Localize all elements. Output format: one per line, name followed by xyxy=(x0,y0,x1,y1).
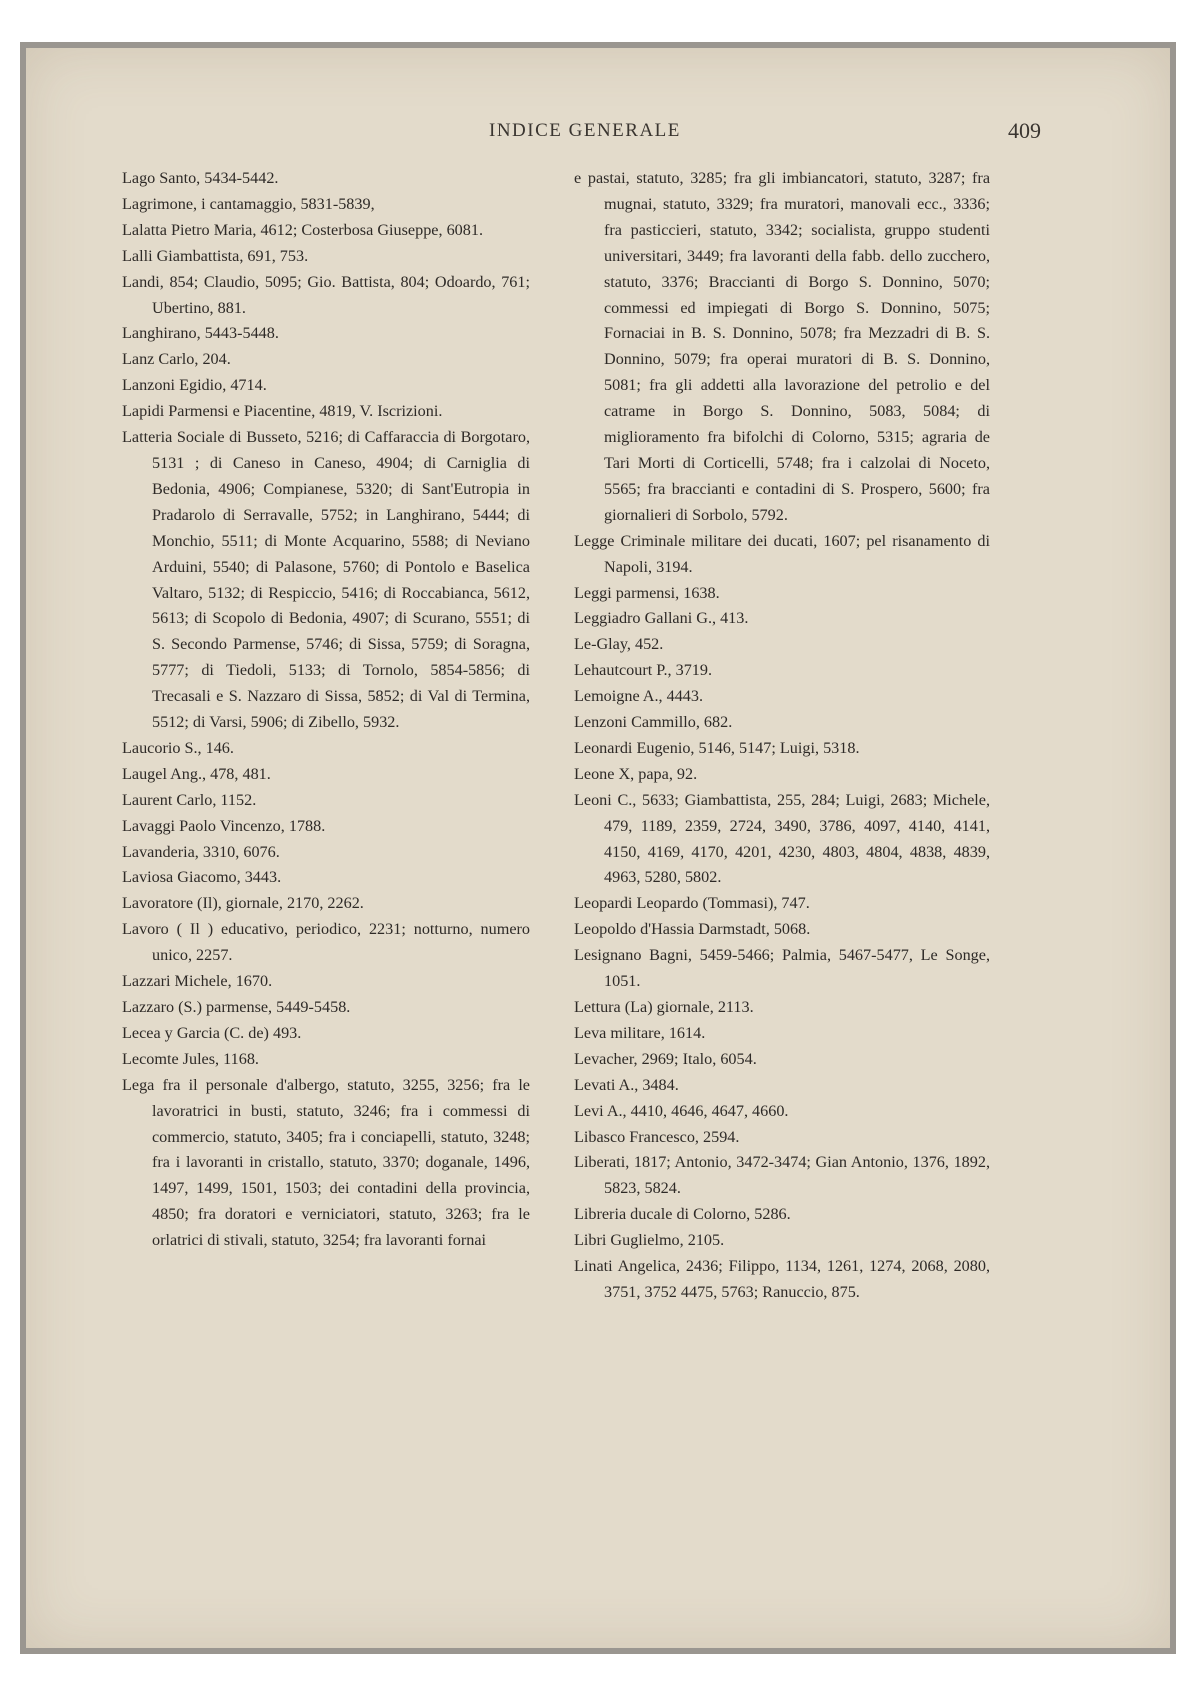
index-entry: Lavoratore (Il), giornale, 2170, 2262. xyxy=(122,894,364,913)
index-entry: Lalatta Pietro Maria, 4612; Costerbosa Giuseppe, 6081. xyxy=(122,220,483,239)
index-entry: Lazzaro (S.) parmense, 5449-5458. xyxy=(122,998,351,1016)
index-entry: Legge Criminale militare dei ducati, 1607; pel risanamento di Napoli, 3194. xyxy=(574,531,990,576)
index-entry: Leva militare, 1614. xyxy=(574,1023,706,1042)
index-entry: Lagrimone, i cantamaggio, 5831-5839, xyxy=(122,194,375,213)
index-entry: Lecea y Garcia (C. de) 493. xyxy=(122,1023,302,1042)
index-entry: Latteria Sociale di Busseto, 5216; di Caffaraccia di Borgotaro, 5131 ; di Caneso in Caneso, 4904; di Carniglia di Bedonia, 4906; Compianese, 5320; di Sant'Eutropia in Pradarolo di Serravalle, 5752; in Langhirano, 5444; di Monchio, 5511; di Monte Acquarino, 5588; di Neviano Arduini, 5540; di Palasone, 5760; di Pontolo e Baselica Valtaro, 5132; di Respiccio, 5416; di Roccabianca, 5612, 5613; di Scopolo di Bedonia, 4907; di Scurano, 5551; di S. Secondo Parmense, 5746; di Sissa, 5759; di Soragna, 5777; di Tiedoli, 5133; di Tornolo, 5854-5856; di Trecasali e S. Nazzaro di Sissa, 5852; di Val di Termina, 5512; di Varsi, 5906; di Zibello, 5932. xyxy=(122,428,530,732)
index-entry: Lesignano Bagni, 5459-5466; Palmia, 5467-5477, Le Songe, 1051. xyxy=(574,946,990,991)
index-entry: Lanzoni Egidio, 4714. xyxy=(122,376,267,395)
index-entry: Leggiadro Gallani G., 413. xyxy=(574,609,749,628)
index-entry: Laurent Carlo, 1152. xyxy=(122,790,257,809)
index-entry: Lalli Giambattista, 691, 753. xyxy=(122,246,309,265)
index-entry: Levacher, 2969; Italo, 6054. xyxy=(574,1049,757,1068)
index-entry: Leopardi Leopardo (Tommasi), 747. xyxy=(574,894,810,913)
index-entry: Lavoro ( Il ) educativo, periodico, 2231; notturno, numero unico, 2257. xyxy=(122,920,530,965)
index-entry: Laugel Ang., 478, 481. xyxy=(122,764,271,783)
index-entry: Leone X, papa, 92. xyxy=(574,764,698,783)
index-column-left xyxy=(122,166,530,1254)
index-entry: Lenzoni Cammillo, 682. xyxy=(574,713,733,732)
index-entry: Lecomte Jules, 1168. xyxy=(122,1049,259,1068)
index-entry: Lehautcourt P., 3719. xyxy=(574,661,713,680)
page-title: INDICE GENERALE xyxy=(489,120,681,141)
index-column-right xyxy=(574,166,990,1306)
index-entry: Le-Glay, 452. xyxy=(574,635,664,654)
index-entry: Libreria ducale di Colorno, 5286. xyxy=(574,1205,791,1224)
index-entry: Leonardi Eugenio, 5146, 5147; Luigi, 5318. xyxy=(574,738,860,757)
index-entry: Leggi parmensi, 1638. xyxy=(574,583,720,602)
index-entry: Levati A., 3484. xyxy=(574,1075,679,1094)
page-number: 409 xyxy=(1008,118,1041,143)
index-entry: Lettura (La) giornale, 2113. xyxy=(574,998,754,1016)
index-entry: Laviosa Giacomo, 3443. xyxy=(122,868,282,887)
index-entry: Lago Santo, 5434-5442. xyxy=(122,169,279,187)
index-entry: Liberati, 1817; Antonio, 3472-3474; Gian Antonio, 1376, 1892, 5823, 5824. xyxy=(574,1153,990,1198)
index-entry: Linati Angelica, 2436; Filippo, 1134, 1261, 1274, 2068, 2080, 3751, 3752 4475, 5763; Ranuccio, 875. xyxy=(574,1257,990,1301)
index-entry: Libasco Francesco, 2594. xyxy=(574,1127,740,1146)
index-entry: Lapidi Parmensi e Piacentine, 4819, V. Iscrizioni. xyxy=(122,402,443,421)
running-head xyxy=(26,120,1170,150)
index-entry: Lega fra il personale d'albergo, statuto, 3255, 3256; fra le lavoratrici in busti, statuto, 3246; fra i commessi di commercio, statuto, 3405; fra i conciapelli, statuto, 3248; fra i lavoranti in cristallo, statuto, 3370; doganale, 1496, 1497, 1499, 1501, 1503; dei contadini della provincia, 4850; fra doratori e verniciatori, statuto, 3263; fra le orlatrici di stivali, statuto, 3254; fra lavoranti fornai xyxy=(122,1075,530,1250)
index-entry: Lazzari Michele, 1670. xyxy=(122,972,273,991)
book-page xyxy=(26,48,1170,1648)
index-entry: Levi A., 4410, 4646, 4647, 4660. xyxy=(574,1101,789,1120)
index-entry: Leoni C., 5633; Giambattista, 255, 284; Luigi, 2683; Michele, 479, 1189, 2359, 2724, 3490, 3786, 4097, 4140, 4141, 4150, 4169, 4170, 4201, 4230, 4803, 4804, 4838, 4839, 4963, 5280, 5802. xyxy=(574,790,990,887)
index-entry: Langhirano, 5443-5448. xyxy=(122,324,279,343)
index-entry: Lemoigne A., 4443. xyxy=(574,687,704,706)
index-entry: Laucorio S., 146. xyxy=(122,738,234,757)
index-entry: Leopoldo d'Hassia Darmstadt, 5068. xyxy=(574,920,811,939)
index-entry: Landi, 854; Claudio, 5095; Gio. Battista, 804; Odoardo, 761; Ubertino, 881. xyxy=(122,272,530,317)
index-entry: e pastai, statuto, 3285; fra gli imbiancatori, statuto, 3287; fra mugnai, statuto, 3329; fra muratori, manovali ecc., 3336; fra pasticcieri, statuto, 3342; socialista, gruppo studenti universitari, 3449; fra lavoranti della fabb. dello zucchero, statuto, 3376; Braccianti di Borgo S. Donnino, 5070; commessi ed impiegati di Borgo S. Donnino, 5075; Fornaciai in B. S. Donnino, 5078; fra Mezzadri di B. S. Donnino, 5079; fra operai muratori di B. S. Donnino, 5081; fra gli addetti alla lavorazione del petrolio e del catrame in Borgo S. Donnino, 5083, 5084; di miglioramento fra bifolchi di Colorno, 5315; agraria de Tari Morti di Corticelli, 5748; fra i calzolai di Noceto, 5565; fra braccianti e contadini di S. Prospero, 5600; fra giornalieri di Sorbolo, 5792. xyxy=(574,169,990,524)
index-entry: Libri Guglielmo, 2105. xyxy=(574,1231,725,1250)
index-entry: Lavaggi Paolo Vincenzo, 1788. xyxy=(122,816,326,835)
index-entry: Lavanderia, 3310, 6076. xyxy=(122,842,280,861)
index-entry: Lanz Carlo, 204. xyxy=(122,350,231,369)
